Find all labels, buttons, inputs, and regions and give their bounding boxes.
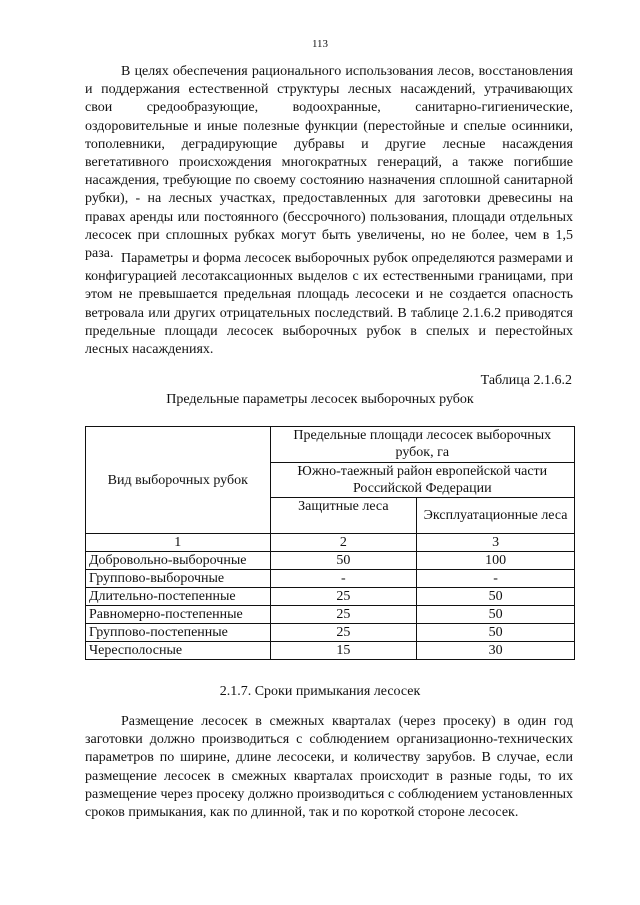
table-row — [86, 570, 575, 588]
cell-protective: - — [270, 570, 417, 588]
column-number: 2 — [270, 534, 417, 552]
cell-operational: 100 — [417, 552, 575, 570]
cell-cut-type: Группово-постепенные — [86, 624, 271, 642]
table-row — [86, 606, 575, 624]
cell-cut-type: Добровольно-выборочные — [86, 552, 271, 570]
cell-protective: 25 — [270, 588, 417, 606]
cell-protective: 50 — [270, 552, 417, 570]
table-label: Таблица 2.1.6.2 — [480, 373, 572, 388]
header-cut-type: Вид выборочных рубок — [86, 427, 271, 534]
paragraph-adjacency: Размещение лесосек в смежных кварталах (через просеку) в один год заготовки должно производиться с соблюдением организационно-технических параметров по ширине, длине лесосеки, и количеству зарубов. В случае, если размещение лесосек в смежных кварталах происходит в разные годы, то их размещение через просеку должно производиться с соблюдением установленных сроков примыкания, как по длинной, так и по короткой стороне лесосек. — [85, 714, 573, 821]
cell-operational: 50 — [417, 588, 575, 606]
header-protective-forests: Защитные леса — [270, 498, 417, 534]
table-row — [86, 624, 575, 642]
cell-protective: 15 — [270, 642, 417, 660]
header-max-area: Предельные площади лесосек выборочных рубок, га — [270, 427, 574, 463]
cell-cut-type: Чересполосные — [86, 642, 271, 660]
table-row — [86, 588, 575, 606]
cell-cut-type: Длительно-постепенные — [86, 588, 271, 606]
page-number: 113 — [311, 38, 329, 50]
cell-protective: 25 — [270, 606, 417, 624]
header-operational-forests: Эксплуатационные леса — [417, 498, 575, 534]
table-row — [86, 552, 575, 570]
cell-operational: - — [417, 570, 575, 588]
cell-operational: 50 — [417, 606, 575, 624]
cell-protective: 25 — [270, 624, 417, 642]
column-number: 1 — [86, 534, 271, 552]
column-number: 3 — [417, 534, 575, 552]
cell-cut-type: Равномерно-постепенные — [86, 606, 271, 624]
section-heading: 2.1.7. Сроки примыкания лесосек — [219, 684, 421, 699]
paragraph-cut-parameters: Параметры и форма лесосек выборочных рубок определяются размерами и конфигурацией лесотаксационных выделов с их естественными границами, при этом не превышается предельная площадь лесосеки и не создается опасность ветровала или других отрицательных последствий. В таблице 2.1.6.2 приводятся предельные площади лесосек выборочных рубок в спелых и перестойных лесных насаждениях. — [85, 251, 573, 358]
cell-cut-type: Группово-выборочные — [86, 570, 271, 588]
table-title: Предельные параметры лесосек выборочных рубок — [166, 392, 474, 407]
paragraph-forest-use: В целях обеспечения рационального использования лесов, восстановления и поддержания естественной структуры лесных насаждений, утрачивающих свои средообразующие, водоохранные, санитарно-гигиенические, оздоровительные и иные полезные функции (перестойные и спелые осинники, тополевники, деградирующие дубравы и другие лесные насаждения вегетативного происхождения многократных генераций, а также погибшие насаждения, требующие по своему состоянию назначения сплошной санитарной рубки), - на лесных участках, предоставленных для заготовки древесины на правах аренды или постоянного (бессрочного) пользования, площади отдельных лесосек при сплошных рубках могут быть увеличены, но не более, чем в 1,5 раза. — [85, 64, 573, 262]
table-row — [86, 642, 575, 660]
header-region: Южно-таежный район европейской части Российской Федерации — [270, 462, 574, 498]
table-numbering-row — [86, 534, 575, 552]
cut-parameters-table — [85, 426, 575, 660]
cell-operational: 30 — [417, 642, 575, 660]
table-header-row — [86, 427, 575, 463]
cell-operational: 50 — [417, 624, 575, 642]
